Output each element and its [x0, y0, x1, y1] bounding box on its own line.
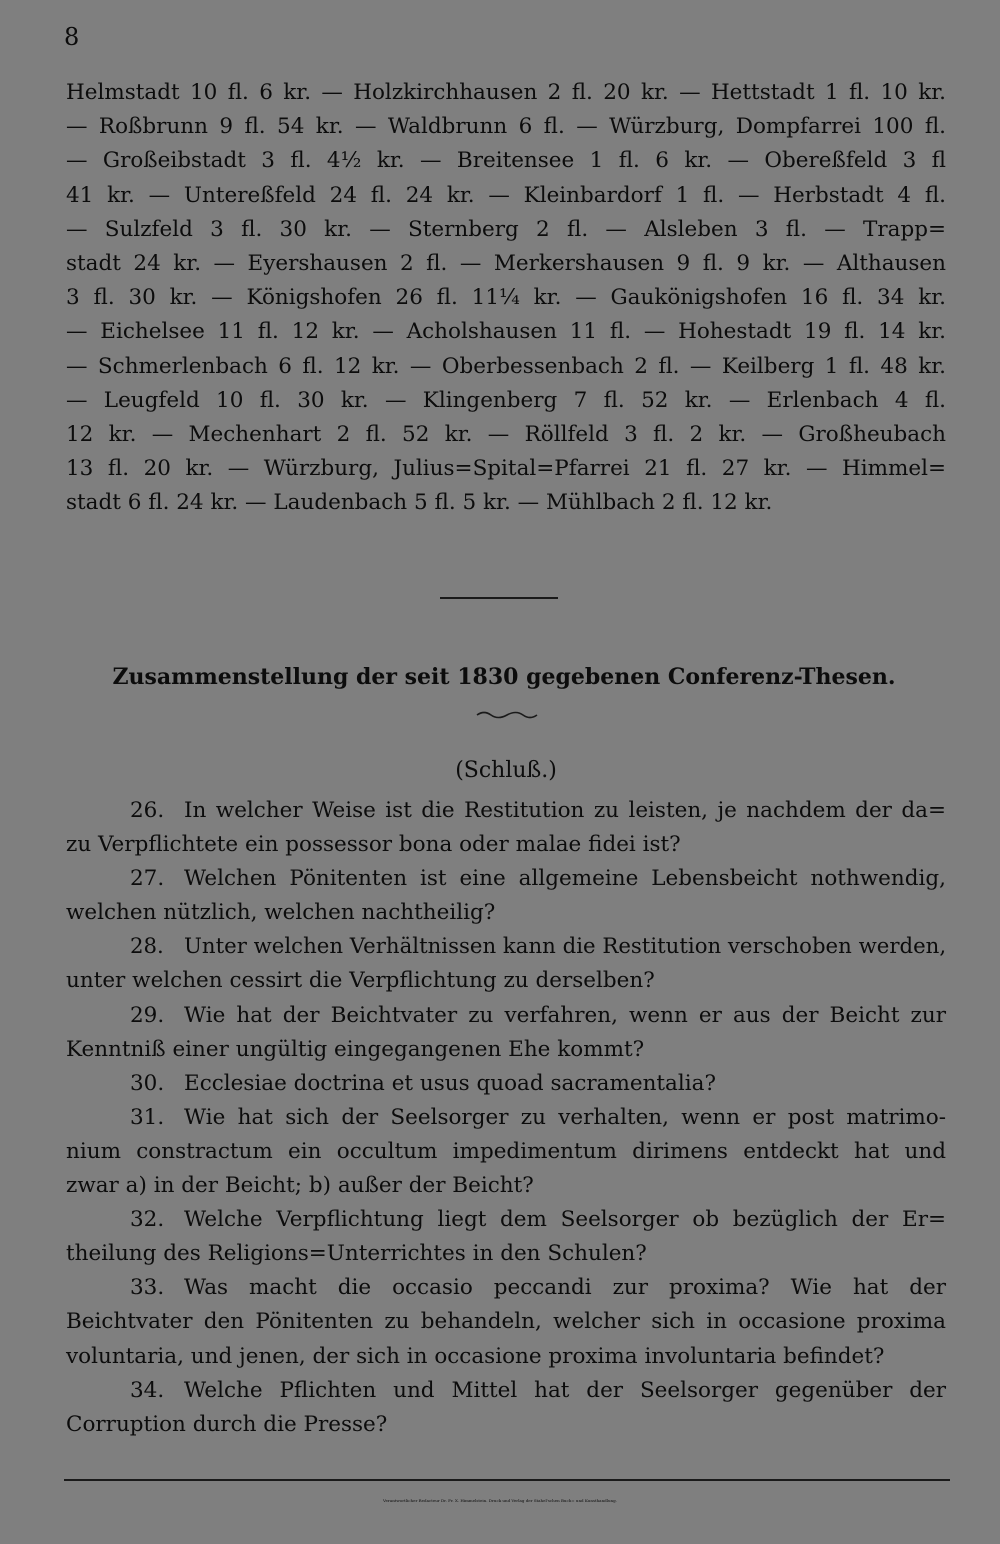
footer-divider: [64, 1479, 950, 1481]
donation-line: stadt 24 kr. — Eyershausen 2 fl. — Merkershausen 9 fl. 9 kr. — Althausen: [66, 251, 946, 277]
question-number: 27.: [130, 866, 165, 892]
donation-line: — Roßbrunn 9 fl. 54 kr. — Waldbrunn 6 fl. — Würzburg, Dompfarrei 100 fl.: [66, 114, 946, 140]
question-text: Welche Pflichten und Mittel hat der Seelsorger gegenüber der: [184, 1377, 946, 1403]
question-item: [66, 1374, 946, 1442]
question-text: Kenntniß einer ungültig eingegangenen Ehe kommt?: [66, 1036, 645, 1062]
page-number: 8: [64, 23, 80, 51]
question-text: Welche Verpflichtung liegt dem Seelsorger ob bezüglich der Er=: [184, 1207, 946, 1233]
question-item: [66, 862, 946, 930]
question-number: 28.: [130, 934, 164, 960]
imprint-footer: Verantwortlicher Redacteur Dr. Fr. X. Himmelstein. Druck und Verlag der Stahel'schen Buch= und Kunsthandlung.: [383, 1498, 617, 1503]
question-text: Unter welchen Verhältnissen kann die Restitution verschoben werden,: [184, 934, 947, 960]
ornament-flourish: [476, 710, 538, 720]
donation-line: — Leugfeld 10 fl. 30 kr. — Klingenberg 7 fl. 52 kr. — Erlenbach 4 fl.: [66, 387, 946, 413]
question-number: 30.: [130, 1070, 165, 1096]
question-text: theilung des Religions=Unterrichtes in den Schulen?: [66, 1241, 647, 1267]
question-number: 29.: [130, 1002, 165, 1028]
donation-line: 3 fl. 30 kr. — Königshofen 26 fl. 11¼ kr. — Gaukönigshofen 16 fl. 34 kr.: [66, 285, 946, 311]
donation-line: 12 kr. — Mechenhart 2 fl. 52 kr. — Röllfeld 3 fl. 2 kr. — Großheubach: [66, 422, 946, 448]
question-number: 31.: [130, 1104, 165, 1130]
question-text: Welchen Pönitenten ist eine allgemeine Lebensbeicht nothwendig,: [184, 866, 946, 892]
question-text: Wie hat der Beichtvater zu verfahren, wenn er aus der Beicht zur: [184, 1002, 946, 1028]
question-item: [66, 1271, 946, 1373]
question-text: nium constractum ein occultum impedimentum dirimens entdeckt hat und: [66, 1138, 946, 1164]
question-text: Was macht die occasio peccandi zur proxima? Wie hat der: [184, 1275, 946, 1301]
donation-line: — Großeibstadt 3 fl. 4½ kr. — Breitensee 1 fl. 6 kr. — Obereßfeld 3 fl: [66, 148, 946, 174]
donation-line: — Eichelsee 11 fl. 12 kr. — Acholshausen 11 fl. — Hohestadt 19 fl. 14 kr.: [66, 319, 946, 345]
donation-line: Helmstadt 10 fl. 6 kr. — Holzkirchhausen 2 fl. 20 kr. — Hettstadt 1 fl. 10 kr.: [66, 80, 946, 105]
question-number: 33.: [130, 1275, 165, 1301]
question-text: Wie hat sich der Seelsorger zu verhalten, wenn er post matrimo-: [184, 1104, 946, 1130]
question-item: [66, 999, 946, 1067]
section-subtitle: (Schluß.): [455, 758, 557, 783]
question-item: [66, 794, 946, 862]
question-text: zwar a) in der Beicht; b) außer der Beicht?: [66, 1173, 534, 1199]
question-text: zu Verpflichtete ein possessor bona oder malae fidei ist?: [66, 832, 681, 858]
question-text: Beichtvater den Pönitenten zu behandeln, welcher sich in occasione proxima: [66, 1309, 946, 1335]
question-text: welchen nützlich, welchen nachtheilig?: [66, 900, 496, 926]
question-text: voluntaria, und jenen, der sich in occasione proxima involuntaria befindet?: [66, 1343, 885, 1369]
question-number: 32.: [130, 1207, 165, 1233]
section-divider: [440, 597, 558, 599]
question-text: In welcher Weise ist die Restitution zu leisten, je nachdem der da=: [184, 798, 946, 823]
question-text: unter welchen cessirt die Verpflichtung zu derselben?: [66, 968, 655, 994]
question-number: 34.: [130, 1377, 165, 1403]
donation-line: — Sulzfeld 3 fl. 30 kr. — Sternberg 2 fl. — Alsleben 3 fl. — Trapp=: [66, 216, 946, 242]
questions-list: [66, 794, 946, 1442]
question-item: [66, 1101, 946, 1203]
question-item: [66, 1067, 946, 1101]
donation-line: 41 kr. — Untereßfeld 24 fl. 24 kr. — Kleinbardorf 1 fl. — Herbstadt 4 fl.: [66, 182, 946, 208]
question-item: [66, 1203, 946, 1271]
question-item: [66, 930, 946, 998]
question-text: Ecclesiae doctrina et usus quoad sacramentalia?: [184, 1070, 716, 1096]
section-title: Zusammenstellung der seit 1830 gegebenen Conferenz-Thesen.: [112, 664, 896, 690]
donation-line: 13 fl. 20 kr. — Würzburg, Julius=Spital=Pfarrei 21 fl. 27 kr. — Himmel=: [66, 456, 946, 482]
donation-line: stadt 6 fl. 24 kr. — Laudenbach 5 fl. 5 kr. — Mühlbach 2 fl. 12 kr.: [66, 490, 773, 516]
donations-list: [66, 76, 946, 521]
question-number: 26.: [130, 798, 165, 823]
donation-line: — Schmerlenbach 6 fl. 12 kr. — Oberbessenbach 2 fl. — Keilberg 1 fl. 48 kr.: [66, 353, 946, 379]
question-text: Corruption durch die Presse?: [66, 1411, 388, 1437]
